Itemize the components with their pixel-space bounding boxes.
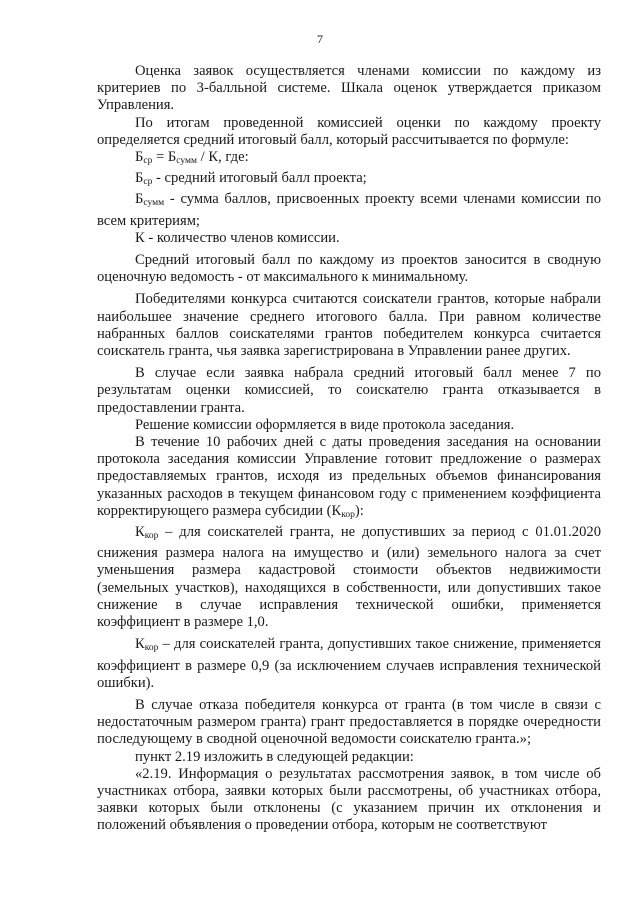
definition-sum-score <box>97 191 601 229</box>
paragraph-coefficient-0-9 <box>97 636 601 692</box>
definition-average-score <box>97 170 601 191</box>
paragraph-evaluation-scale: Оценка заявок осуществляется членами комиссии по каждому из критериев по 3-балльной системе. Шкала оценок утверждается приказом Управления. <box>97 63 601 114</box>
paragraph-2-19-text: «2.19. Информация о результатах рассмотрения заявок, в том числе об участниках отбора, заявки которых были рассмотрены, об участниках отбора, заявки которых были отклонены (с указанием причин их отклонения и положений объявления о проведении отбора, которым не соответствуют <box>97 765 601 834</box>
paragraph-winner-refusal: В случае отказа победителя конкурса от гранта (в том числе в связи с недостаточным размером гранта) грант предоставляется в порядке очередности последующему в сводной оценочной ведомости соискателю гранта.»; <box>97 696 601 748</box>
def2-text: - сумма баллов, присвоенных проекту всеми членами комиссии по всем критериям; <box>97 191 601 229</box>
def2-sub: сумм <box>143 198 165 209</box>
p7-start: В течение 10 рабочих дней с даты проведения заседания на основании протокола заседания комиссии Управление готовит предложение о размерах предоставляемых грантов, исходя из предельных объемов финансирования указанных расходов в текущем финансовом году с применением коэффициента корректирующего размера субсидии (К <box>97 434 601 519</box>
paragraph-average-score-intro: По итогам проведенной комиссией оценки по каждому проекту определяется средний итоговый балл, который рассчитывается по формуле: <box>97 114 601 148</box>
paragraph-refusal-threshold: В случае если заявка набрала средний итоговый балл менее 7 по результатам оценки комиссией, то соискателю гранта отказывается в предоставлении гранта. <box>97 365 601 416</box>
formula-sub-sr: ср <box>143 156 153 167</box>
p7-end: ): <box>354 502 364 519</box>
page-number: 7 <box>317 32 323 46</box>
definition-members-count: К - количество членов комиссии. <box>135 229 340 246</box>
paragraph-grant-proposal <box>97 434 601 524</box>
document-body <box>97 63 601 835</box>
paragraph-protocol: Решение комиссии оформляется в виде протокола заседания. <box>135 416 515 433</box>
formula-line <box>97 149 601 170</box>
p9-text: – для соискателей гранта, допустивших такое снижение, применяется коэффициент в размере 0,9 (за исключением случаев исправления технической ошибки). <box>97 636 601 691</box>
paragraph-summary-sheet: Средний итоговый балл по каждому из проектов заносится в сводную оценочную ведомость - от максимального к минимальному. <box>97 252 601 286</box>
formula-b1: Б <box>135 149 144 166</box>
formula-sub-summ: сумм <box>176 156 198 167</box>
def2-symbol: Б <box>135 191 144 208</box>
p9-sub: кор <box>144 643 159 654</box>
def1-sub: ср <box>143 177 153 188</box>
def1-symbol: Б <box>135 170 144 187</box>
p8-k: К <box>135 524 145 541</box>
p8-sub: кор <box>144 531 159 542</box>
formula-tail: / К, где: <box>197 149 249 166</box>
paragraph-coefficient-1-0 <box>97 524 601 631</box>
formula-eq: = Б <box>152 149 177 166</box>
p8-text: – для соискателей гранта, не допустивших за период с 01.01.2020 снижения размера налога на имущество и (или) земельного налога за счет уменьшения размера кадастровой стоимости объектов недвижимости (земельных участков), находящихся в собственности, или допустивших такое снижение в случае исправления технической ошибки, применяется коэффициент в размере 1,0. <box>97 524 601 631</box>
paragraph-winners: Победителями конкурса считаются соискатели грантов, которые набрали наибольшее значение среднего итогового балла. При равном количестве набранных баллов соискателями грантов победителем конкурса считается соискатель гранта, чья заявка зарегистрирована в Управлении ранее других. <box>97 291 601 360</box>
p7-sub: кор <box>341 509 355 520</box>
p9-k: К <box>135 636 145 653</box>
paragraph-amend-2-19: пункт 2.19 изложить в следующей редакции: <box>135 748 414 765</box>
def1-text: - средний итоговый балл проекта; <box>152 170 367 187</box>
